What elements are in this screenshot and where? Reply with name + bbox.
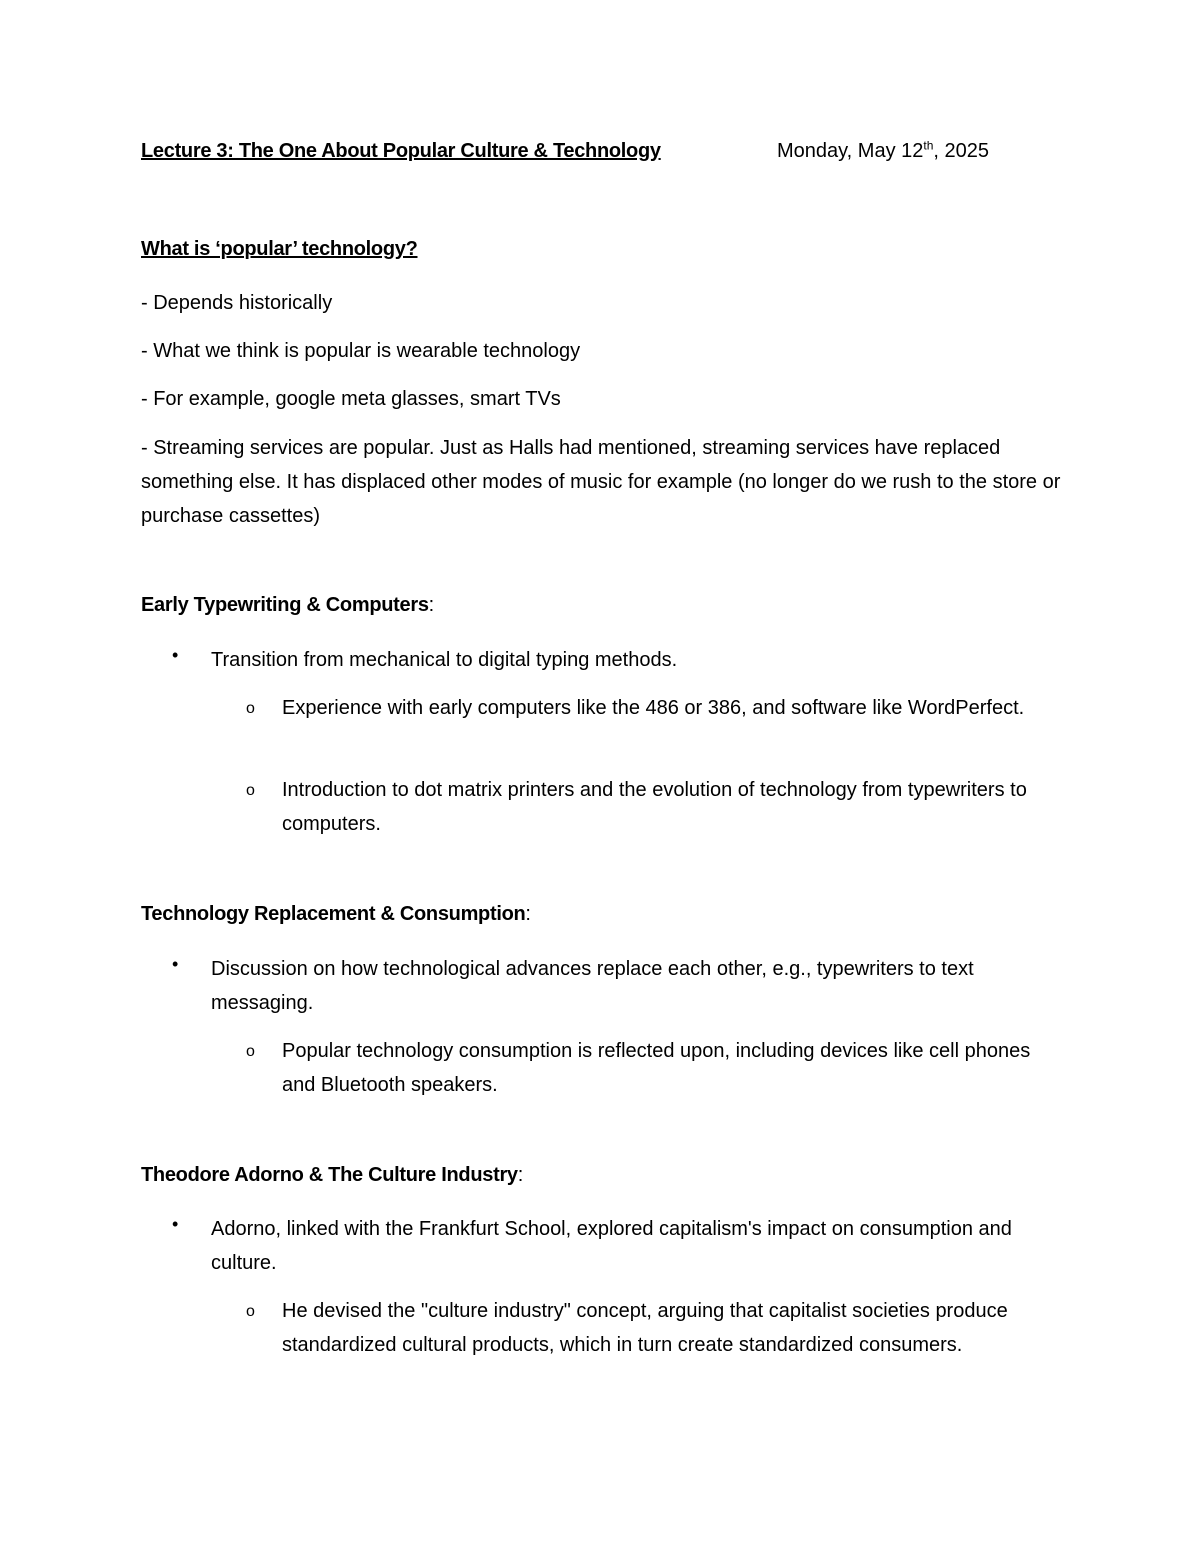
lecture-title: Lecture 3: The One About Popular Culture & Technology bbox=[141, 140, 661, 162]
paragraph-wearable-technology: - What we think is popular is wearable technology bbox=[141, 340, 581, 362]
paragraph-depends-historically: - Depends historically bbox=[141, 292, 333, 314]
title-row bbox=[141, 140, 1061, 172]
bullet-transition: Transition from mechanical to digital typing methods. bbox=[211, 649, 678, 671]
date-suffix: , 2025 bbox=[933, 140, 989, 162]
paragraph-examples: - For example, google meta glasses, smart TVs bbox=[141, 388, 561, 410]
bullet-marker: • bbox=[172, 645, 179, 665]
heading-colon: : bbox=[525, 903, 531, 925]
bullet-discussion-advances: Discussion on how technological advances replace each other, e.g., typewriters to text messaging. bbox=[211, 958, 974, 1014]
sub-bullet-early-computers: Experience with early computers like the 486 or 386, and software like WordPerfect. bbox=[282, 697, 1025, 719]
sub-bullet-marker: o bbox=[246, 700, 255, 717]
date-prefix: Monday, May 12 bbox=[777, 140, 924, 162]
sub-bullet-dot-matrix: Introduction to dot matrix printers and the evolution of technology from typewriters to computers. bbox=[282, 779, 1027, 835]
bullet-marker: • bbox=[172, 954, 179, 974]
bullet-marker: • bbox=[172, 1214, 179, 1234]
heading-colon: : bbox=[517, 1164, 524, 1186]
sub-bullet-marker: o bbox=[246, 1303, 255, 1320]
date-superscript: th bbox=[923, 138, 934, 153]
heading-text: Technology Replacement & Consumption bbox=[141, 903, 526, 925]
section-heading-technology-replacement bbox=[141, 903, 531, 926]
section-heading-early-typewriting bbox=[141, 594, 434, 617]
paragraph-streaming-services: - Streaming services are popular. Just as Halls had mentioned, streaming services have replaced something else. It has displaced other modes of music for example (no longer do we rush to the store or purchase cassettes) bbox=[141, 437, 1061, 527]
sub-bullet-culture-industry: He devised the "culture industry" concept, arguing that capitalist societies produce standardized cultural products, which in turn create standardized consumers. bbox=[282, 1300, 1008, 1356]
sub-bullet-marker: o bbox=[246, 782, 255, 799]
lecture-date bbox=[777, 140, 989, 163]
bullet-adorno-frankfurt: Adorno, linked with the Frankfurt School, explored capitalism's impact on consumption and culture. bbox=[211, 1218, 1012, 1274]
section-heading-adorno bbox=[141, 1164, 523, 1187]
heading-text: Early Typewriting & Computers bbox=[141, 594, 429, 616]
heading-text: Theodore Adorno & The Culture Industry bbox=[141, 1164, 518, 1186]
section-heading-popular-technology: What is ‘popular’ technology? bbox=[141, 238, 418, 260]
heading-colon: : bbox=[428, 594, 434, 616]
sub-bullet-marker: o bbox=[246, 1043, 255, 1060]
sub-bullet-consumption: Popular technology consumption is reflected upon, including devices like cell phones and Bluetooth speakers. bbox=[282, 1040, 1031, 1096]
